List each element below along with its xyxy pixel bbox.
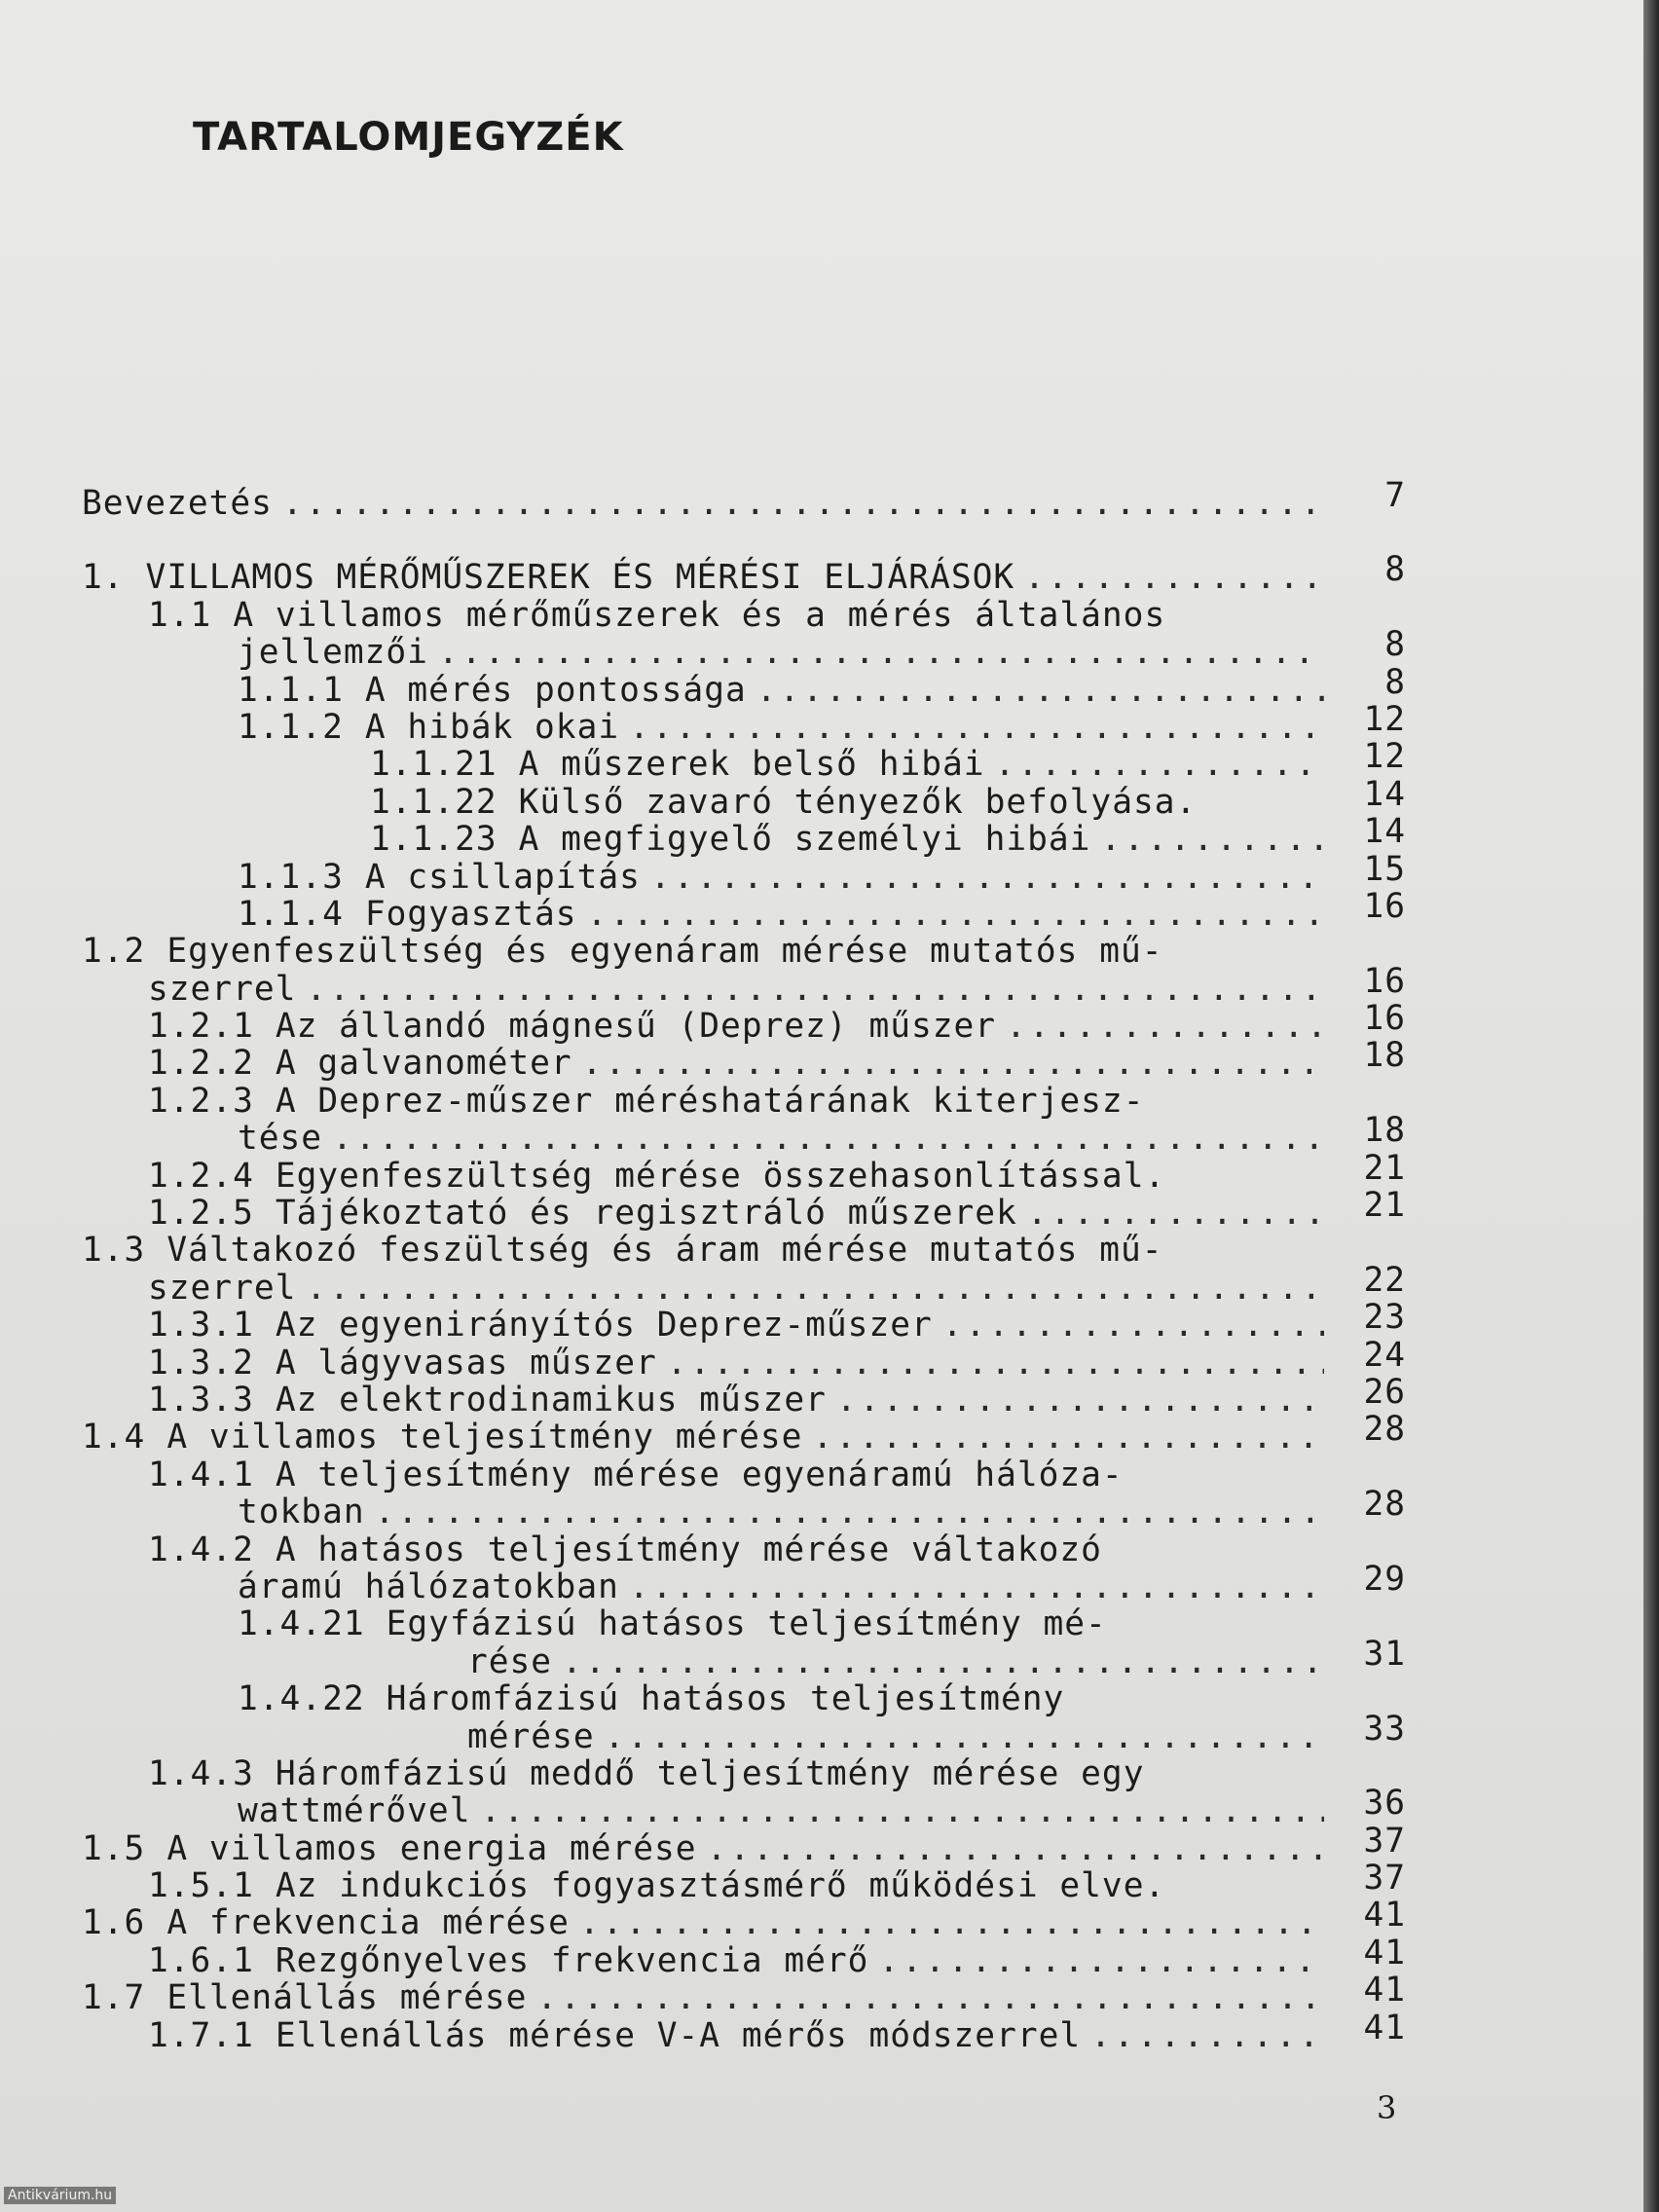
- toc-row: [82, 849, 1406, 897]
- toc-section-number: 1.3.3: [148, 1380, 254, 1419]
- dot-leader: [306, 1270, 1324, 1307]
- toc-row: [82, 1260, 1406, 1308]
- toc-row: [82, 774, 1406, 822]
- toc-page-number: 41: [1363, 1896, 1406, 1936]
- toc-entry: [82, 485, 1324, 522]
- dot-leader: [942, 1307, 1324, 1344]
- toc-section-number: 1.2.2: [148, 1044, 254, 1084]
- toc-page-number: 24: [1363, 1335, 1406, 1375]
- dot-leader: [1024, 559, 1324, 596]
- dot-leader: [812, 1419, 1324, 1456]
- toc-entry: [82, 634, 1324, 671]
- dot-leader: [579, 1904, 1324, 1941]
- toc-page-number: 12: [1363, 699, 1406, 739]
- toc-section-title: Háromfázisú hatásos teljesítmény: [386, 1679, 1065, 1719]
- toc-section-number: 1.3: [82, 1231, 146, 1271]
- toc-row: [82, 1298, 1406, 1346]
- toc-entry: [82, 1120, 1324, 1157]
- page-edge-shadow: [1643, 0, 1659, 2212]
- toc-section-number: 1.1: [148, 595, 212, 635]
- toc-row: [82, 1036, 1406, 1084]
- toc-section-number: 1.4.22: [238, 1679, 365, 1719]
- dot-leader: [536, 1979, 1324, 2016]
- dot-leader: [1006, 1008, 1324, 1045]
- toc-row: [82, 625, 1406, 673]
- toc-entry: [82, 1456, 1324, 1493]
- dot-leader: [878, 1942, 1324, 1979]
- toc-row: [82, 1148, 1406, 1196]
- toc-section-title: A mérés pontossága: [364, 670, 747, 710]
- dot-leader: [1090, 2017, 1324, 2054]
- toc-section-number: 1.7.1: [148, 2015, 254, 2055]
- dot-leader: [650, 859, 1324, 896]
- toc-entry: [82, 1008, 1324, 1045]
- dot-leader: [629, 1568, 1324, 1605]
- toc-section-number: 1.4: [82, 1418, 146, 1457]
- toc-section-title: Bevezetés: [82, 484, 273, 523]
- toc-page-number: 26: [1363, 1372, 1406, 1412]
- toc-page-number: 21: [1363, 1186, 1406, 1226]
- dot-leader: [480, 1792, 1324, 1829]
- toc-section-title: Az indukciós fogyasztásmérő működési elve.: [275, 1866, 1166, 1906]
- page-number: 3: [1377, 2089, 1397, 2126]
- toc-entry: [82, 1643, 1324, 1680]
- toc-entry: [82, 1531, 1324, 1568]
- toc-section-title: Fogyasztás: [364, 894, 577, 934]
- toc-section-number: 1.5: [82, 1828, 146, 1868]
- toc-section-title: jellemzői: [238, 633, 428, 673]
- toc-entry: [82, 1382, 1324, 1419]
- toc-section-title: A hibák okai: [364, 707, 620, 747]
- toc-entry: [82, 709, 1324, 746]
- toc-section-title: Rezgőnyelves frekvencia mérő: [275, 1940, 869, 1980]
- toc-section-title: Egyfázisú hatásos teljesítmény mé-: [386, 1604, 1107, 1644]
- toc-row: [82, 699, 1406, 747]
- toc-section-number: 1.1.22: [370, 782, 498, 822]
- toc-section-number: 1.: [82, 558, 125, 598]
- toc-entry: [82, 1680, 1324, 1717]
- toc-entry: [82, 1718, 1324, 1755]
- toc-row: [82, 550, 1406, 598]
- toc-page-number: 7: [1384, 476, 1406, 515]
- toc-entry: [82, 1270, 1324, 1307]
- toc-row: [82, 933, 1406, 970]
- toc-row: [82, 1605, 1406, 1642]
- toc-page-number: 37: [1363, 1821, 1406, 1861]
- dot-leader: [707, 1830, 1324, 1867]
- dot-leader: [995, 746, 1324, 783]
- toc-row: [82, 1186, 1406, 1234]
- toc-section-title: Az állandó mágnesű (Deprez) műszer: [275, 1007, 997, 1047]
- toc-section-title: A hatásos teljesítmény mérése váltakozó: [275, 1530, 1102, 1569]
- toc-entry: [82, 1904, 1324, 1941]
- toc-page-number: 8: [1384, 550, 1406, 590]
- toc-row: [82, 999, 1406, 1047]
- toc-entry: [82, 1195, 1324, 1232]
- toc-page-number: 8: [1384, 662, 1406, 702]
- toc-entry: [82, 933, 1324, 970]
- toc-section-title: Az elektrodinamikus műszer: [275, 1380, 827, 1419]
- toc-section-number: 1.6: [82, 1903, 146, 1943]
- toc-entry: [82, 859, 1324, 896]
- toc-row: [82, 1896, 1406, 1943]
- toc-row: [82, 812, 1406, 860]
- toc-page-number: 29: [1363, 1559, 1406, 1599]
- toc-row: [82, 961, 1406, 1009]
- toc-section-number: 1.3.1: [148, 1306, 254, 1346]
- toc-section-number: 1.1.4: [238, 894, 344, 934]
- toc-row: [82, 597, 1406, 634]
- toc-row: [82, 1933, 1406, 1980]
- toc-page-number: 15: [1363, 849, 1406, 889]
- toc-entry: [82, 784, 1324, 821]
- dot-leader: [605, 1718, 1324, 1755]
- toc-row: [82, 1410, 1406, 1457]
- dot-leader: [629, 709, 1324, 746]
- toc-page-number: 41: [1363, 1933, 1406, 1972]
- toc-row: [82, 1784, 1406, 1831]
- dot-leader: [1027, 1195, 1324, 1232]
- toc-entry: [82, 1605, 1324, 1642]
- toc-row: [82, 1335, 1406, 1382]
- toc-section-number: 1.2.5: [148, 1194, 254, 1234]
- toc-section-title: A csillapítás: [364, 857, 641, 897]
- toc-section-title: A Deprez-műszer méréshatárának kiterjesz-: [275, 1081, 1145, 1121]
- toc-section-number: 1.5.1: [148, 1866, 254, 1906]
- toc-section-title: A teljesítmény mérése egyenáramú hálóza-: [275, 1455, 1124, 1494]
- toc-entry: [82, 1792, 1324, 1829]
- toc-entry: [82, 1045, 1324, 1082]
- toc-section-title: Ellenállás mérése: [166, 1978, 528, 2018]
- toc-row: [82, 2008, 1406, 2055]
- toc-row: [82, 737, 1406, 785]
- toc-page-number: 22: [1363, 1260, 1406, 1300]
- toc-row: [82, 1232, 1406, 1269]
- toc-section-title: Ellenállás mérése V-A mérős módszerrel: [275, 2015, 1082, 2055]
- toc-section-title: A villamos teljesítmény mérése: [166, 1418, 803, 1457]
- toc-page-number: 14: [1363, 812, 1406, 852]
- toc-row: [82, 1531, 1406, 1568]
- toc-page-number: 31: [1363, 1634, 1406, 1674]
- dot-leader: [306, 971, 1324, 1008]
- dot-leader: [667, 1345, 1324, 1382]
- dot-leader: [587, 896, 1324, 933]
- toc-section-number: 1.3.2: [148, 1343, 254, 1382]
- toc-row: [82, 1485, 1406, 1532]
- toc-row: [82, 1372, 1406, 1419]
- toc-row: [82, 1111, 1406, 1159]
- toc-entry: [82, 1830, 1324, 1867]
- toc-page-number: 8: [1384, 625, 1406, 665]
- dot-leader: [756, 672, 1324, 709]
- toc-entry: [82, 1979, 1324, 2016]
- toc-entry: [82, 2017, 1324, 2054]
- toc-section-number: 1.4.3: [148, 1753, 254, 1793]
- toc-section-title: tése: [238, 1119, 323, 1159]
- toc-row: [82, 1680, 1406, 1717]
- toc-section-number: 1.1.1: [238, 670, 344, 710]
- toc-section-title: Külső zavaró tényezők befolyása.: [518, 782, 1198, 822]
- toc-section-number: 1.1.2: [238, 707, 344, 747]
- toc-row: [82, 1971, 1406, 2018]
- dot-leader: [438, 634, 1324, 671]
- toc-section-title: tokban: [238, 1493, 365, 1532]
- dot-leader: [1100, 821, 1324, 858]
- toc-section-title: Egyenfeszültség mérése összehasonlítással.: [275, 1156, 1166, 1196]
- toc-section-title: A villamos mérőműszerek és a mérés általános: [233, 595, 1166, 635]
- toc-section-number: 1.1.23: [370, 820, 498, 860]
- toc-section-title: A műszerek belső hibái: [518, 745, 985, 785]
- dot-leader: [836, 1382, 1324, 1419]
- toc-page-number: 28: [1363, 1485, 1406, 1525]
- toc-section-title: Váltakozó feszültség és áram mérése mutatós mű-: [166, 1231, 1163, 1271]
- dot-leader: [582, 1045, 1324, 1082]
- toc-entry: [82, 971, 1324, 1008]
- toc-section-title: A megfigyelő személyi hibái: [518, 820, 1091, 860]
- toc-row: [82, 1821, 1406, 1868]
- toc-section-title: wattmérővel: [238, 1791, 471, 1831]
- toc-entry: [82, 1083, 1324, 1120]
- toc-row: [82, 476, 1406, 523]
- toc-entry: [82, 1755, 1324, 1792]
- toc-entry: [82, 1345, 1324, 1382]
- toc-section-title: A villamos energia mérése: [166, 1828, 697, 1868]
- toc-section-title: A lágyvasas műszer: [275, 1343, 657, 1382]
- toc-section-title: Az egyenirányítós Deprez-műszer: [275, 1306, 933, 1346]
- toc-section-number: 1.1.3: [238, 857, 344, 897]
- dot-leader: [375, 1493, 1324, 1530]
- toc-page-number: 18: [1363, 1111, 1406, 1151]
- toc-entry: [82, 1867, 1324, 1904]
- toc-row: [82, 1634, 1406, 1681]
- dot-leader: [282, 485, 1324, 522]
- toc-page-number: 18: [1363, 1036, 1406, 1076]
- toc-section-number: 1.2.1: [148, 1007, 254, 1047]
- toc-section-number: 1.2.4: [148, 1156, 254, 1196]
- toc-section-title: Háromfázisú meddő teljesítmény mérése egy: [275, 1753, 1145, 1793]
- toc-section-title: VILLAMOS MÉRŐMŰSZEREK ÉS MÉRÉSI ELJÁRÁSOK: [145, 558, 1015, 598]
- toc-page-number: 16: [1363, 961, 1406, 1001]
- toc-section-number: 1.2: [82, 932, 146, 972]
- toc-section-title: A frekvencia mérése: [166, 1903, 570, 1943]
- toc-page-number: 37: [1363, 1859, 1406, 1899]
- toc-entry: [82, 1942, 1324, 1979]
- toc-row: [82, 1755, 1406, 1792]
- toc-page-number: 16: [1363, 886, 1406, 926]
- toc-section-number: 1.1.21: [370, 745, 498, 785]
- toc-row: [82, 1083, 1406, 1120]
- toc-page-number: 36: [1363, 1784, 1406, 1824]
- toc-page-number: 16: [1363, 999, 1406, 1039]
- toc-entry: [82, 821, 1324, 858]
- table-of-contents: [82, 476, 1406, 2055]
- page-title: TARTALOMJEGYZÉK: [193, 115, 624, 160]
- toc-row: [82, 886, 1406, 934]
- toc-entry: [82, 597, 1324, 634]
- toc-section-number: 1.7: [82, 1978, 146, 2018]
- toc-row: [82, 1559, 1406, 1606]
- toc-section-number: 1.2.3: [148, 1081, 254, 1121]
- toc-section-title: mérése: [467, 1716, 595, 1756]
- toc-section-title: A galvanométer: [275, 1044, 572, 1084]
- toc-entry: [82, 1307, 1324, 1344]
- toc-section-number: 1.6.1: [148, 1940, 254, 1980]
- toc-page-number: 14: [1363, 774, 1406, 814]
- toc-row: [82, 1859, 1406, 1906]
- toc-row: [82, 1709, 1406, 1756]
- toc-section-title: Egyenfeszültség és egyenáram mérése mutatós mű-: [166, 932, 1163, 972]
- toc-section-title: szerrel: [148, 969, 297, 1009]
- toc-page-number: 41: [1363, 2008, 1406, 2047]
- dot-leader: [332, 1120, 1324, 1157]
- toc-page-number: 41: [1363, 1971, 1406, 2010]
- toc-section-number: 1.4.2: [148, 1530, 254, 1569]
- toc-section-title: szerrel: [148, 1268, 297, 1308]
- toc-page-number: 28: [1363, 1410, 1406, 1450]
- toc-page-number: 33: [1363, 1709, 1406, 1749]
- toc-section-title: rése: [467, 1641, 553, 1681]
- toc-entry: [82, 1493, 1324, 1530]
- toc-page-number: 12: [1363, 737, 1406, 777]
- toc-entry: [82, 1568, 1324, 1605]
- toc-section-title: áramú hálózatokban: [238, 1567, 619, 1606]
- toc-row: [82, 662, 1406, 710]
- toc-section-title: Tájékoztató és regisztráló műszerek: [275, 1194, 1017, 1234]
- toc-section-number: 1.4.1: [148, 1455, 254, 1494]
- toc-entry: [82, 1419, 1324, 1456]
- watermark: Antikvárium.hu: [4, 2187, 116, 2204]
- toc-entry: [82, 1232, 1324, 1269]
- toc-page-number: 21: [1363, 1148, 1406, 1188]
- dot-leader: [562, 1643, 1324, 1680]
- toc-entry: [82, 896, 1324, 933]
- toc-row: [82, 1456, 1406, 1493]
- toc-section-number: 1.4.21: [238, 1604, 365, 1644]
- toc-entry: [82, 746, 1324, 783]
- toc-entry: [82, 1158, 1324, 1195]
- toc-page-number: 23: [1363, 1298, 1406, 1338]
- toc-entry: [82, 672, 1324, 709]
- toc-entry: [82, 559, 1324, 596]
